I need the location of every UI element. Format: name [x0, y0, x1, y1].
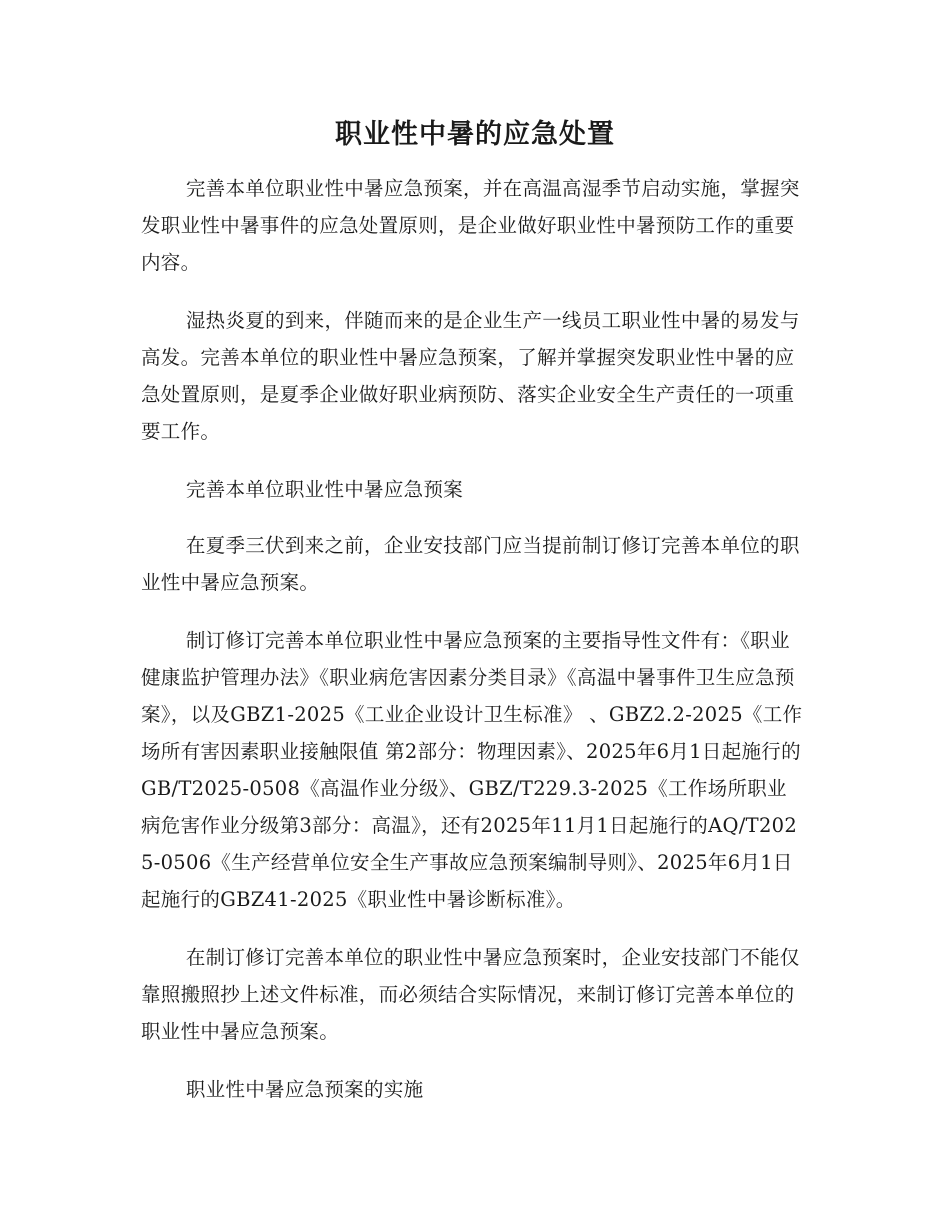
paragraph-intro: 完善本单位职业性中暑应急预案，并在高温高湿季节启动实施，掌握突发职业性中暑事件的应急处置原则，是企业做好职业性中暑预防工作的重要内容。 [141, 177, 800, 274]
section-heading-improve-plan: 完善本单位职业性中暑应急预案 [185, 478, 464, 501]
paragraph-summer-background: 湿热炎夏的到来，伴随而来的是企业生产一线员工职业性中暑的易发与高发。完善本单位的职业性中暑应急预案，了解并掌握突发职业性中暑的应急处置原则，是夏季企业做好职业病预防、落实企业安全生产责任的一项重要工作。 [141, 309, 800, 443]
paragraph-practical-conditions: 在制订修订完善本单位的职业性中暑应急预案时，企业安技部门不能仅靠照搬照抄上述文件标准，而必须结合实际情况，来制订修订完善本单位的职业性中暑应急预案。 [141, 946, 800, 1043]
paragraph-before-dog-days: 在夏季三伏到来之前，企业安技部门应当提前制订修订完善本单位的职业性中暑应急预案。 [141, 534, 800, 594]
section-heading-plan-implementation: 职业性中暑应急预案的实施 [185, 1078, 424, 1101]
paragraph-guiding-documents: 制订修订完善本单位职业性中暑应急预案的主要指导性文件有：《职业健康监护管理办法》《职业病危害因素分类目录》《高温中暑事件卫生应急预案》，以及GBZ1-2025《工业企业设计卫生标准》 、GBZ2.2-2025《工作场所有害因素职业接触限值 第2部分：物理因素》、2025年6月1日起施行的GB/T2025-0508《高温作业分级》、GBZ/T229.3-2025《工作场所职业病危害作业分级第3部分：高温》，还有2025年11月1日起施行的AQ/T2025-0506《生产经营单位安全生产事故应急预案编制导则》、2025年6月1日起施行的GBZ41-2025《职业性中暑诊断标准》。 [141, 629, 803, 911]
document-title: 职业性中暑的应急处置 [335, 119, 615, 150]
document-body [141, 170, 803, 1127]
